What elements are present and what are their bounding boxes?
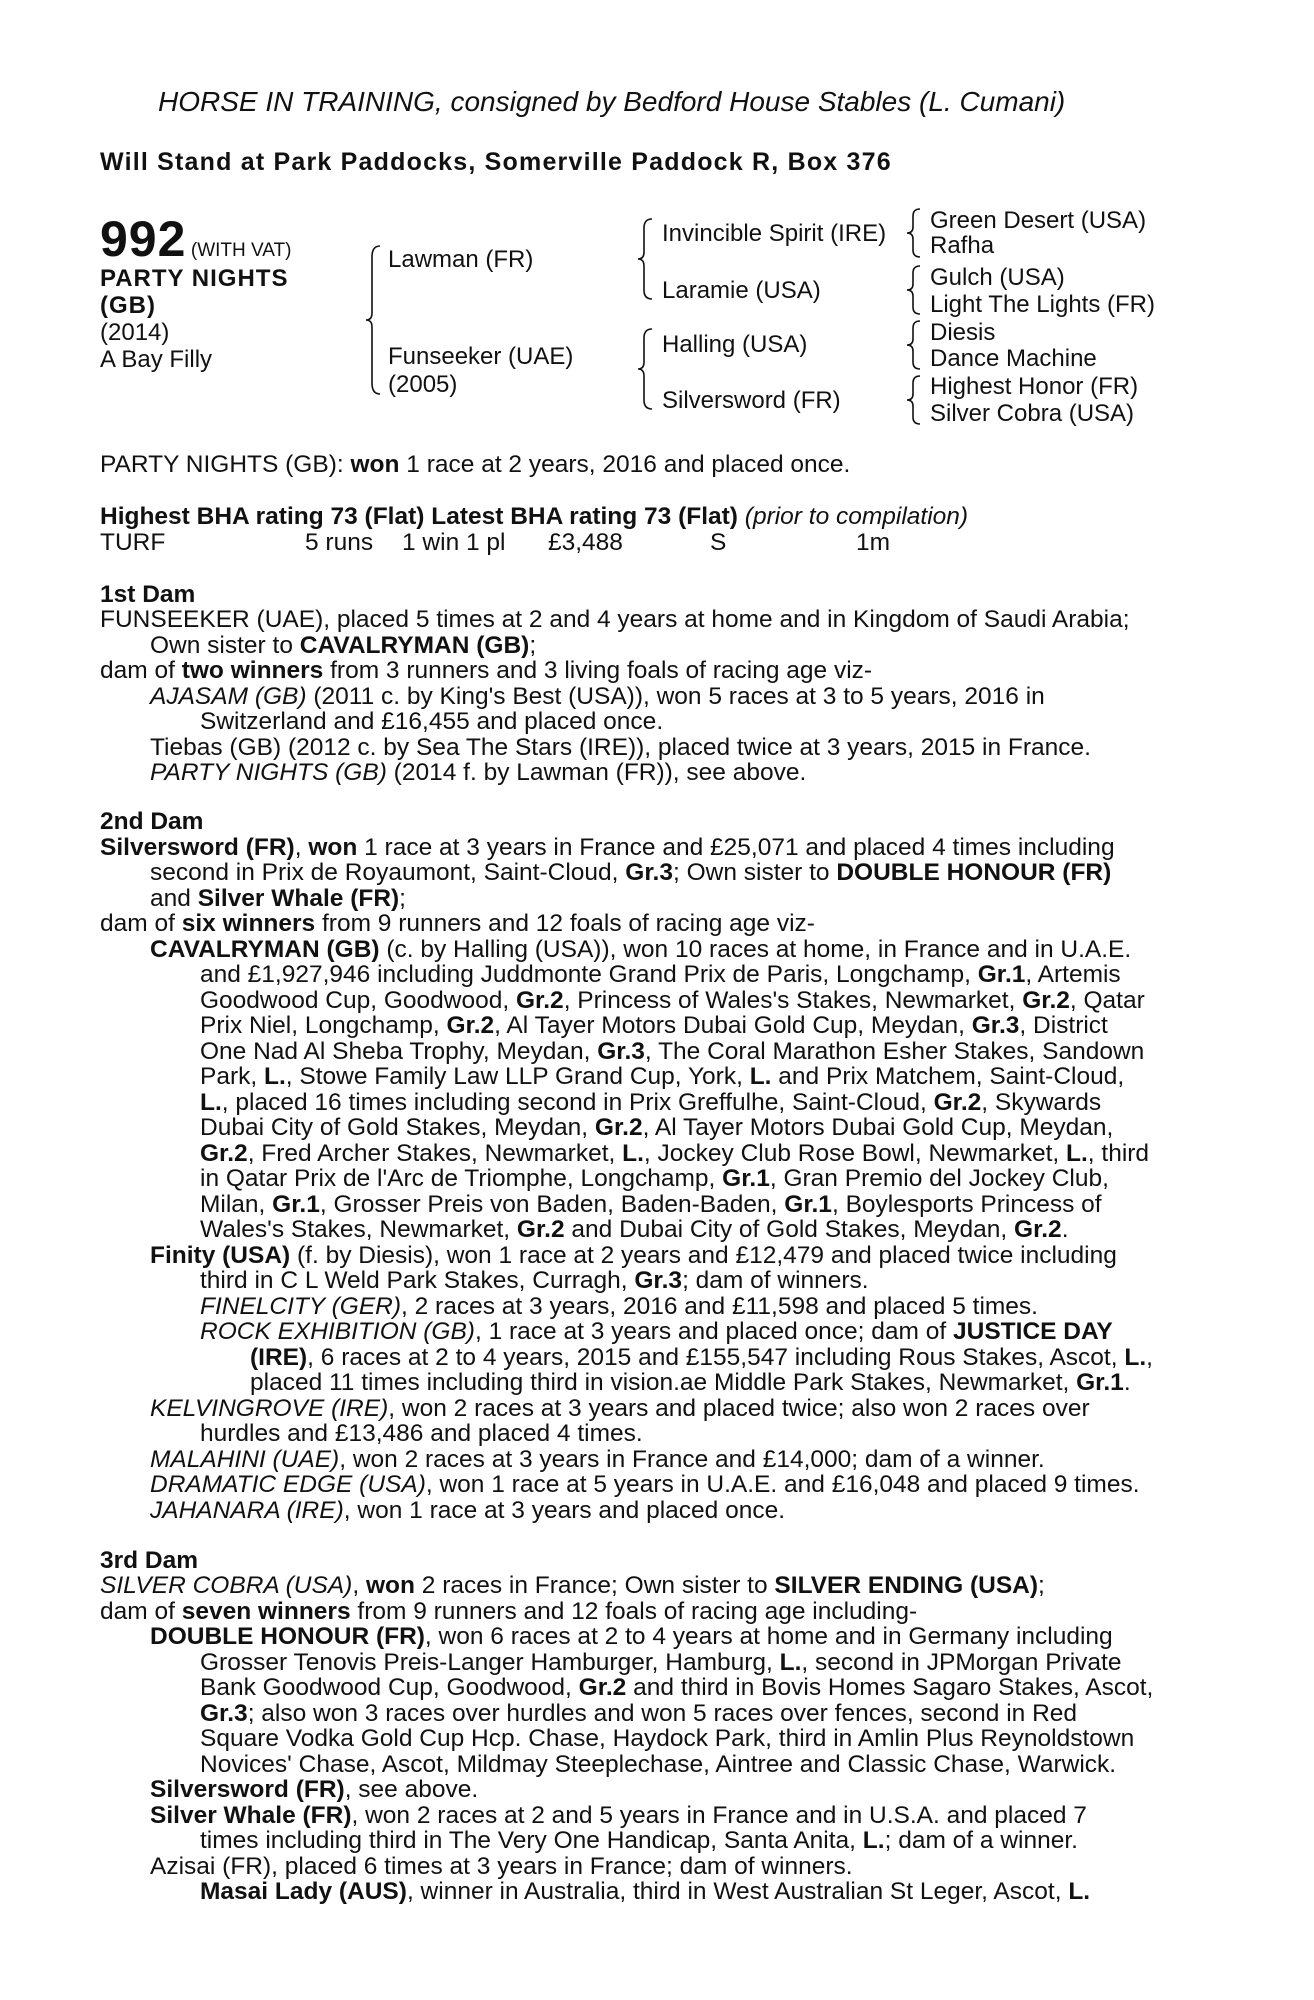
bracket-ds (908, 320, 922, 370)
horse-name: PARTY NIGHTS (100, 265, 289, 292)
text-line: L., placed 16 times including second in Prix Greffulhe, Saint-Cloud, Gr.2, Skywards (200, 1089, 1102, 1116)
turf-going: S (710, 529, 727, 556)
dam-dam: Silversword (FR) (662, 387, 841, 414)
turf-distance: 1m (856, 529, 891, 556)
text-line: PARTY NIGHTS (GB) (2014 f. by Lawman (FR)), see above. (150, 759, 807, 786)
consignment-line: HORSE IN TRAINING, consigned by Bedford House Stables (L. Cumani) (158, 86, 1066, 117)
first-dam-heading: 1st Dam (100, 581, 196, 608)
text-line: Grosser Tenovis Preis-Langer Hamburger, Hamburg, L., second in JPMorgan Private (200, 1649, 1122, 1676)
text-line: dam of seven winners from 9 runners and 12 foals of racing age including- (100, 1598, 918, 1625)
text-line: Bank Goodwood Cup, Goodwood, Gr.2 and third in Bovis Homes Sagaro Stakes, Ascot, (200, 1674, 1154, 1701)
text-line: and Silver Whale (FR); (150, 885, 406, 912)
turf-prize: £3,488 (548, 529, 623, 556)
dam: Funseeker (UAE) (388, 343, 574, 370)
text-line: and £1,927,946 including Juddmonte Grand Prix de Paris, Longchamp, Gr.1, Artemis (200, 961, 1121, 988)
text-line: CAVALRYMAN (GB) (c. by Halling (USA)), won 10 races at home, in France and in U.A.E. (150, 936, 1132, 963)
text-line: second in Prix de Royaumont, Saint-Cloud, Gr.3; Own sister to DOUBLE HONOUR (FR) (150, 859, 1112, 886)
turf-runs: 5 runs (305, 529, 374, 556)
text-line: dam of two winners from 3 runners and 3 living foals of racing age viz- (100, 657, 873, 684)
bracket-sire (640, 218, 654, 300)
lot-block (100, 210, 292, 268)
text-line: Milan, Gr.1, Grosser Preis von Baden, Baden-Baden, Gr.1, Boylesports Princess of (200, 1191, 1102, 1218)
turf-wins: 1 win 1 pl (402, 529, 506, 556)
dd-dam: Silver Cobra (USA) (930, 400, 1135, 427)
dam-sire: Halling (USA) (662, 331, 808, 358)
third-dam-heading: 3rd Dam (100, 1547, 199, 1574)
text-line: ROCK EXHIBITION (GB), 1 race at 3 years and placed once; dam of JUSTICE DAY (200, 1318, 1113, 1345)
text-line: Goodwood Cup, Goodwood, Gr.2, Princess of Wales's Stakes, Newmarket, Gr.2, Qatar (200, 987, 1145, 1014)
text-line: Gr.3; also won 3 races over hurdles and won 5 races over fences, second in Red (200, 1700, 1078, 1727)
sire-dam: Laramie (USA) (662, 277, 821, 304)
second-dam-heading: 2nd Dam (100, 808, 204, 835)
bracket-dam (640, 328, 654, 410)
ds-sire: Diesis (930, 319, 996, 346)
text-line: DRAMATIC EDGE (USA), won 1 race at 5 years in U.A.E. and £16,048 and placed 9 times. (150, 1471, 1140, 1498)
lot-number: 992 (100, 211, 187, 267)
text-line: third in C L Weld Park Stakes, Curragh, Gr.3; dam of winners. (200, 1267, 869, 1294)
text-line: One Nad Al Sheba Trophy, Meydan, Gr.3, The Coral Marathon Esher Stakes, Sandown (200, 1038, 1145, 1065)
text-line: hurdles and £13,486 and placed 4 times. (200, 1420, 643, 1447)
ds-dam: Dance Machine (930, 345, 1097, 372)
text-line: AJASAM (GB) (2011 c. by King's Best (USA)), won 5 races at 3 to 5 years, 2016 in (150, 683, 1045, 710)
vat-note: (WITH VAT) (190, 240, 292, 261)
text-line: DOUBLE HONOUR (FR), won 6 races at 2 to 4 years at home and in Germany including (150, 1623, 1113, 1650)
text-line: Novices' Chase, Ascot, Mildmay Steeplechase, Aintree and Classic Chase, Warwick. (200, 1751, 1117, 1778)
text-line: KELVINGROVE (IRE), won 2 races at 3 years and placed twice; also won 2 races over (150, 1395, 1090, 1422)
foaling-year: (2014) (100, 319, 170, 346)
text-line: SILVER COBRA (USA), won 2 races in France; Own sister to SILVER ENDING (USA); (100, 1572, 1045, 1599)
bracket-dd (908, 375, 922, 425)
text-line: Own sister to CAVALRYMAN (GB); (150, 632, 537, 659)
sire: Lawman (FR) (388, 246, 534, 273)
sire-sire: Invincible Spirit (IRE) (662, 220, 887, 247)
text-line: Gr.2, Fred Archer Stakes, Newmarket, L., Jockey Club Rose Bowl, Newmarket, L., third (200, 1140, 1150, 1167)
text-line: MALAHINI (UAE), won 2 races at 3 years in France and £14,000; dam of a winner. (150, 1446, 1045, 1473)
stand-line: Will Stand at Park Paddocks, Somerville Paddock R, Box 376 (100, 148, 892, 176)
text-line: Park, L., Stowe Family Law LLP Grand Cup, York, L. and Prix Matchem, Saint-Cloud, (200, 1063, 1125, 1090)
text-line: Masai Lady (AUS), winner in Australia, third in West Australian St Leger, Ascot, L. (200, 1878, 1091, 1905)
text-line: Azisai (FR), placed 6 times at 3 years in France; dam of winners. (150, 1853, 853, 1880)
bracket-gen1 (368, 245, 382, 395)
text-line: Silversword (FR), won 1 race at 3 years in France and £25,071 and placed 4 times including (100, 834, 1115, 861)
dd-sire: Highest Honor (FR) (930, 373, 1139, 400)
race-summary: PARTY NIGHTS (GB): won 1 race at 2 years, 2016 and placed once. (100, 451, 851, 478)
text-line: placed 11 times including third in vision.ae Middle Park Stakes, Newmarket, Gr.1. (250, 1369, 1131, 1396)
sd-sire: Gulch (USA) (930, 264, 1065, 291)
sd-dam: Light The Lights (FR) (930, 291, 1155, 318)
text-line: in Qatar Prix de l'Arc de Triomphe, Longchamp, Gr.1, Gran Premio del Jockey Club, (200, 1165, 1109, 1192)
dam-year: (2005) (388, 371, 458, 398)
text-line: Switzerland and £16,455 and placed once. (200, 708, 664, 735)
text-line: Silversword (FR), see above. (150, 1776, 479, 1803)
text-line: Wales's Stakes, Newmarket, Gr.2 and Dubai City of Gold Stakes, Meydan, Gr.2. (200, 1216, 1069, 1243)
text-line: Prix Niel, Longchamp, Gr.2, Al Tayer Motors Dubai Gold Cup, Meydan, Gr.3, District (200, 1012, 1108, 1039)
bracket-sd (908, 265, 922, 315)
text-line: Finity (USA) (f. by Diesis), won 1 race at 2 years and £12,479 and placed twice including (150, 1242, 1117, 1269)
text-line: times including third in The Very One Handicap, Santa Anita, L.; dam of a winner. (200, 1827, 1078, 1854)
turf-label: TURF (100, 529, 166, 556)
text-line: Tiebas (GB) (2012 c. by Sea The Stars (IRE)), placed twice at 3 years, 2015 in France. (150, 734, 1091, 761)
bha-rating: Highest BHA rating 73 (Flat) Latest BHA rating 73 (Flat) (prior to compilation) (100, 503, 969, 530)
horse-description: A Bay Filly (100, 346, 213, 373)
horse-country: (GB) (100, 292, 156, 319)
text-line: (IRE), 6 races at 2 to 4 years, 2015 and £155,547 including Rous Stakes, Ascot, L., (250, 1344, 1153, 1371)
bracket-ss (908, 208, 922, 258)
text-line: Square Vodka Gold Cup Hcp. Chase, Haydock Park, third in Amlin Plus Reynoldstown (200, 1725, 1135, 1752)
text-line: FUNSEEKER (UAE), placed 5 times at 2 and 4 years at home and in Kingdom of Saudi Arabia; (100, 606, 1130, 633)
text-line: dam of six winners from 9 runners and 12 foals of racing age viz- (100, 910, 815, 937)
ss-sire: Green Desert (USA) (930, 207, 1147, 234)
ss-dam: Rafha (930, 232, 995, 259)
text-line: FINELCITY (GER), 2 races at 3 years, 2016 and £11,598 and placed 5 times. (200, 1293, 1038, 1320)
text-line: JAHANARA (IRE), won 1 race at 3 years and placed once. (150, 1497, 786, 1524)
text-line: Dubai City of Gold Stakes, Meydan, Gr.2, Al Tayer Motors Dubai Gold Cup, Meydan, (200, 1114, 1114, 1141)
text-line: Silver Whale (FR), won 2 races at 2 and 5 years in France and in U.S.A. and placed 7 (150, 1802, 1087, 1829)
